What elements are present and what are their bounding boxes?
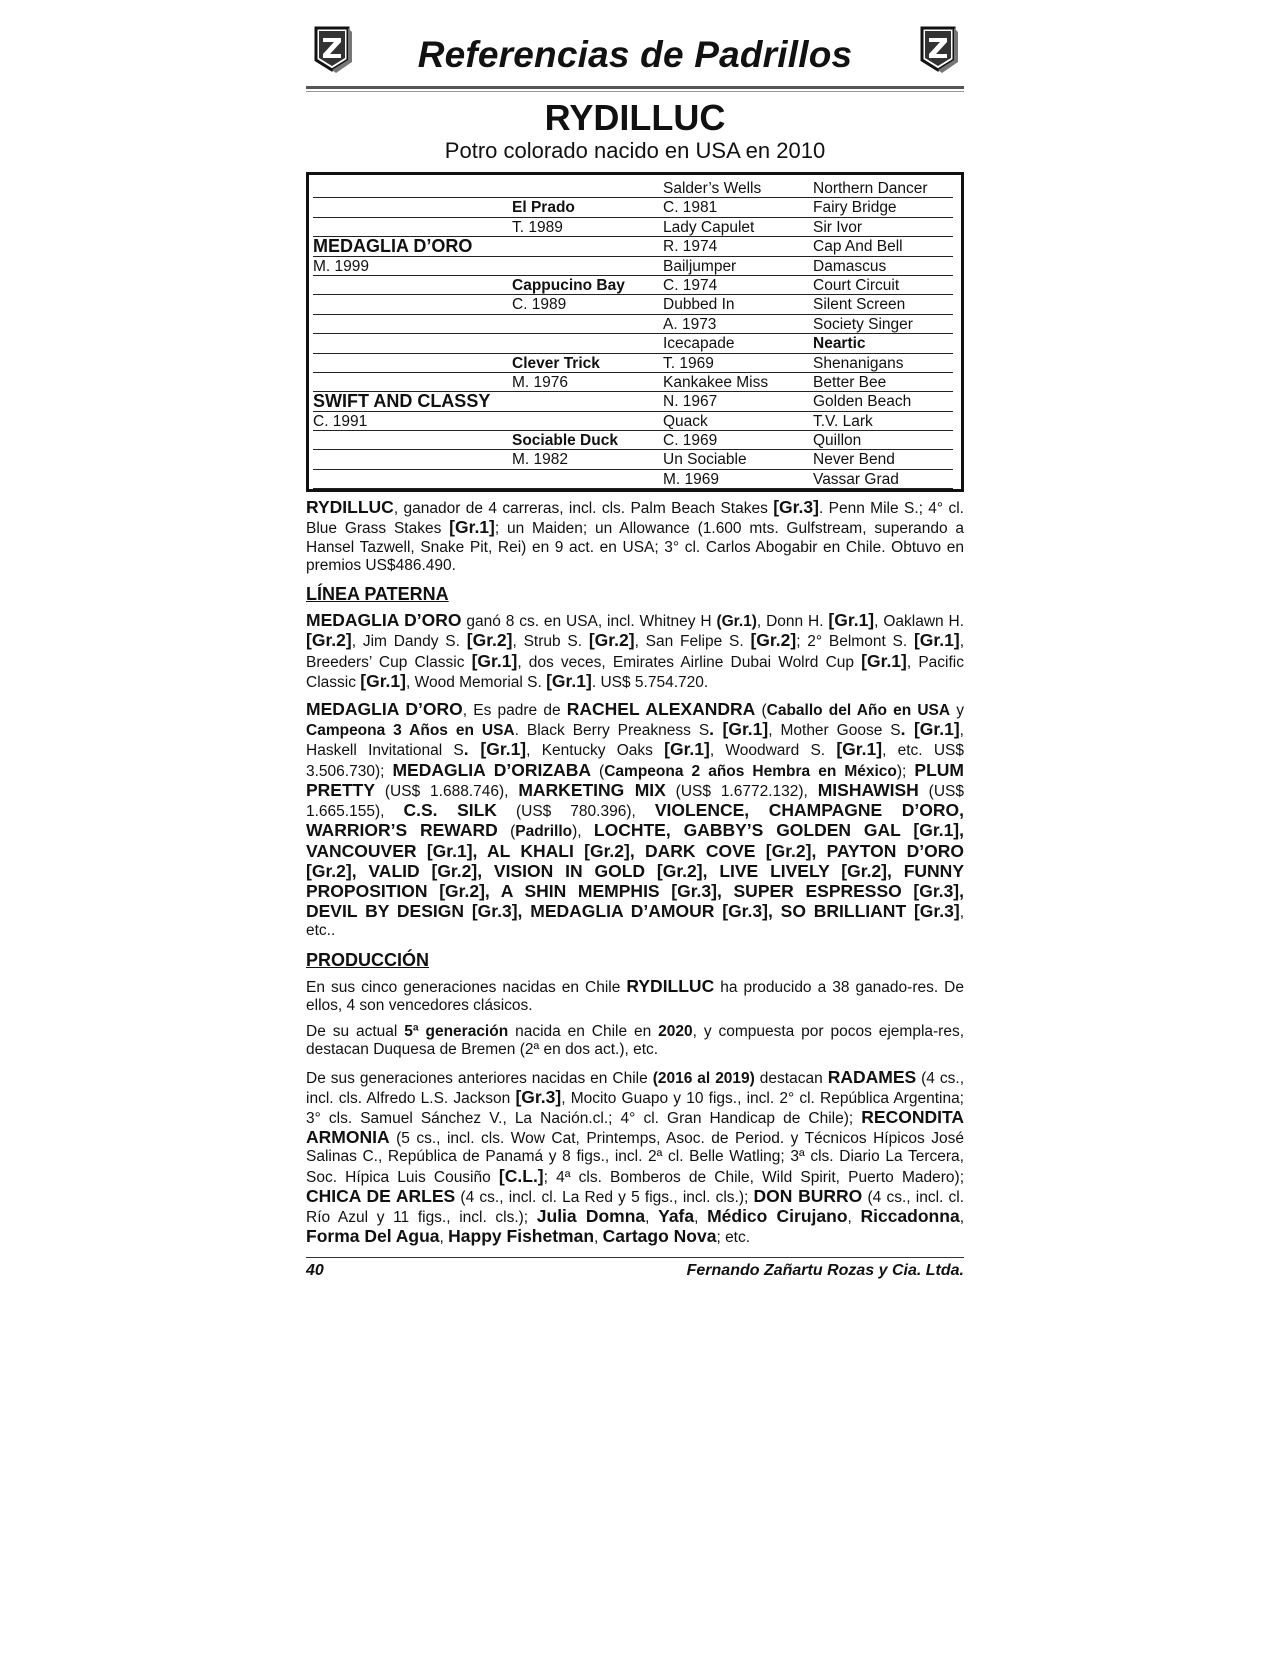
award: Padrillo — [515, 823, 573, 841]
text: ( — [755, 702, 767, 720]
pedigree-cell: Society Singer — [813, 315, 953, 334]
pedigree-row — [313, 315, 959, 334]
grade-label: [Gr.2] — [306, 630, 352, 651]
sire-name: MEDAGLIA D’ORO — [306, 699, 463, 720]
text: (US$ 1.665.155), — [306, 782, 964, 821]
text: ( — [591, 762, 605, 780]
pedigree-cell — [313, 295, 512, 314]
pedigree-cell: Lady Capulet — [663, 218, 813, 237]
page-title: Referencias de Padrillos — [417, 34, 853, 75]
emphasis: 2020 — [658, 1023, 693, 1041]
pedigree-row — [313, 354, 959, 373]
grade-label: [Gr.1] — [836, 739, 883, 760]
text: , ganador de 4 carreras, incl. cls. Palm Beach Stakes — [393, 500, 774, 518]
grade-label: [Gr.1] — [360, 670, 406, 691]
text: ; 2° Belmont S. — [796, 633, 914, 651]
offspring-names: LOCHTE, GABBY’S GOLDEN GAL [Gr.1], VANCOUVER [Gr.1], AL KHALI [Gr.2], DARK COVE [Gr.2], PAYTON D’ORO [Gr.2], VALID [Gr.2], VISION IN GOLD [Gr.2], LIVE LIVELY [Gr.2], FUNNY PROPOSITION [Gr.2], A SHIN MEMPHIS [Gr.3], SUPER ESPRESSO [Gr.3], DEVIL BY DESIGN [Gr.3], MEDAGLIA D’AMOUR [Gr.3], SO BRILLIANT [Gr.3] — [306, 820, 964, 922]
pedigree-cell: MEDAGLIA D’ORO — [313, 237, 512, 256]
text: , Jim Dandy S. — [351, 633, 467, 651]
pedigree-cell: Golden Beach — [813, 392, 953, 411]
pedigree-cell: Better Bee — [813, 373, 953, 392]
text: ; 4ª cls. Bomberos de Chile, Wild Spirit, Puerto Madero); — [543, 1168, 964, 1186]
production-paragraph — [306, 1023, 964, 1059]
pedigree-cell — [313, 198, 512, 217]
pedigree-row — [313, 218, 959, 237]
footer-divider — [306, 1257, 964, 1258]
pedigree-cell: Court Circuit — [813, 276, 953, 295]
grade-label: [Gr.1] — [664, 739, 710, 760]
text: ), — [572, 823, 594, 841]
pedigree-cell: C. 1981 — [663, 198, 813, 217]
pedigree-cell — [313, 450, 512, 469]
text: , Donn H. — [756, 613, 829, 631]
text: ; etc. — [716, 1229, 751, 1247]
text: , Woodward S. — [709, 742, 837, 760]
offspring-name: MEDAGLIA D’ORIZABA — [392, 759, 591, 780]
pedigree-cell: M. 1969 — [663, 470, 813, 489]
grade-label: [Gr.1] — [828, 610, 875, 631]
section-heading-linea-paterna: LÍNEA PATERNA — [306, 584, 449, 605]
grade-label: [Gr.1] — [449, 517, 495, 538]
text: y — [950, 702, 964, 720]
text: , Haskell Invitational S — [306, 722, 964, 760]
text: , — [847, 1208, 861, 1226]
award: Campeona 2 años Hembra en México — [604, 762, 897, 780]
page-number: 40 — [306, 1262, 324, 1280]
pedigree-cell: N. 1967 — [663, 392, 813, 411]
pedigree-cell: C. 1969 — [663, 431, 813, 450]
text: , Pacific Classic — [306, 653, 964, 691]
page-footer — [306, 1262, 964, 1280]
grade-label: [Gr.1] — [546, 670, 592, 691]
section-heading-produccion: PRODUCCIÓN — [306, 949, 430, 970]
pedigree-row — [313, 237, 959, 256]
grade-label: [Gr.1] — [471, 650, 518, 671]
grade-label: . [Gr.1] — [900, 719, 960, 740]
pedigree-cell: Never Bend — [813, 450, 953, 469]
text: , etc.. — [306, 904, 964, 940]
offspring-paragraph — [306, 700, 964, 940]
grade-label: [Gr.1] — [861, 650, 907, 671]
grade-label: . [Gr.1] — [463, 739, 527, 760]
pedigree-cell: Bailjumper — [663, 257, 813, 276]
horse-name: RYDILLUC — [544, 97, 726, 138]
text: (4 cs., incl. cl. La Red y 5 figs., incl. cls.); — [455, 1188, 754, 1206]
grade-label: [Gr.3] — [515, 1086, 562, 1107]
pedigree-cell: M. 1999 — [313, 257, 512, 276]
pedigree-row — [313, 450, 959, 469]
text: , Es padre de — [462, 702, 567, 720]
header-divider — [306, 91, 964, 92]
pedigree-cell — [512, 334, 663, 353]
offspring-name: Médico Cirujano — [707, 1205, 848, 1226]
logo-icon — [916, 24, 960, 74]
offspring-name: MARKETING MIX — [518, 779, 666, 800]
document-page — [306, 18, 964, 1280]
grade-label: [Gr.1] — [913, 630, 960, 651]
offspring-name: RECONDITA ARMONIA — [306, 1106, 964, 1148]
pedigree-cell: Salder’s Wells — [663, 179, 813, 198]
pedigree-row — [313, 179, 959, 198]
horse-subtitle: Potro colorado nacido en USA en 2010 — [444, 138, 826, 163]
text: ; un Maiden; un Allowance (1.600 mts. Gulfstream, superando a Hansel Tazwell, Snake Pit, Rei) en 9 act. en USA; 3° cl. Carlos Abogabir en Chile. Obtuvo en premios US$486.490. — [306, 520, 965, 574]
production-paragraph — [306, 1068, 964, 1248]
text: En sus cinco generaciones nacidas en Chile — [306, 978, 627, 996]
text: ganó 8 cs. en USA, incl. Whitney H — [461, 613, 717, 631]
pedigree-cell: Clever Trick — [512, 354, 663, 373]
sire-name: MEDAGLIA D’ORO — [306, 610, 462, 631]
pedigree-cell: C. 1974 — [663, 276, 813, 295]
horse-name-inline: RYDILLUC — [306, 497, 394, 518]
pedigree-cell: T. 1969 — [663, 354, 813, 373]
pedigree-row — [313, 257, 959, 276]
company-name: Fernando Zañartu Rozas y Cia. Ltda. — [686, 1262, 964, 1280]
body-text — [306, 498, 964, 1247]
pedigree-cell: Damascus — [813, 257, 953, 276]
offspring-name: PLUM PRETTY — [306, 759, 964, 800]
text: (US$ 1.6772.132), — [665, 782, 818, 800]
offspring-name: Julia Domna — [536, 1205, 646, 1226]
intro-paragraph — [306, 498, 964, 575]
pedigree-cell — [512, 412, 663, 431]
pedigree-cell — [313, 179, 512, 198]
grade-label: . [Gr.1] — [709, 719, 769, 740]
offspring-name: RACHEL ALEXANDRA — [566, 699, 756, 720]
award: Campeona 3 Años en USA — [306, 722, 515, 740]
pedigree-cell — [512, 315, 663, 334]
pedigree-row — [313, 392, 959, 411]
emphasis: (2016 al 2019) — [652, 1069, 755, 1087]
pedigree-cell: Un Sociable — [663, 450, 813, 469]
pedigree-cell: Sir Ivor — [813, 218, 953, 237]
grade-label: [Gr.3] — [773, 497, 819, 518]
offspring-name: Forma Del Agua — [306, 1226, 440, 1247]
offspring-name: DON BURRO — [753, 1185, 863, 1206]
offspring-name: Riccadonna — [860, 1205, 960, 1226]
pedigree-cell — [512, 257, 663, 276]
pedigree-row — [313, 470, 959, 489]
offspring-name: MISHAWISH — [817, 779, 919, 800]
pedigree-cell — [313, 373, 512, 392]
text: , — [694, 1208, 708, 1226]
text: (US$ 780.396), — [496, 803, 655, 821]
offspring-name: RADAMES — [827, 1066, 917, 1087]
text: ( — [497, 823, 516, 841]
offspring-name: CHICA DE ARLES — [306, 1185, 456, 1206]
header-divider — [306, 86, 964, 89]
text: , San Felipe S. — [634, 633, 751, 651]
pedigree-cell: Icecapade — [663, 334, 813, 353]
pedigree-table — [306, 172, 964, 492]
sire-paragraph — [306, 611, 964, 692]
text: ); — [896, 762, 915, 780]
text: nacida en Chile en — [508, 1023, 659, 1041]
text: , Wood Memorial S. — [405, 673, 547, 691]
pedigree-cell: Shenanigans — [813, 354, 953, 373]
text: , — [439, 1229, 449, 1247]
pedigree-cell: Northern Dancer — [813, 179, 953, 198]
pedigree-cell: El Prado — [512, 198, 663, 217]
pedigree-cell: M. 1982 — [512, 450, 663, 469]
pedigree-cell: Neartic — [813, 334, 953, 353]
text: , etc. US$ 3.506.730); — [306, 742, 964, 780]
grade-label: [Gr.2] — [750, 630, 797, 651]
award: Caballo del Año en USA — [766, 702, 951, 720]
pedigree-row — [313, 295, 959, 314]
pedigree-cell — [313, 218, 512, 237]
pedigree-cell — [313, 315, 512, 334]
pedigree-cell — [313, 431, 512, 450]
text: (4 cs., incl. cl. Río Azul y 11 figs., incl. cls.); — [306, 1188, 965, 1226]
pedigree-cell: Sociable Duck — [512, 431, 663, 450]
text: , — [594, 1229, 603, 1247]
pedigree-cell: Cappucino Bay — [512, 276, 663, 295]
offspring-name: Cartago Nova — [602, 1226, 717, 1247]
text: (5 cs., incl. cls. Wow Cat, Printemps, Asoc. de Period. y Técnicos Hípicos José Salinas C., República de Panamá y 8 figs., incl. 2ª cl. Belle Watling; 3ª cls. Diario La Tercera, Soc. Hípica Luis Cousiño — [306, 1130, 964, 1186]
grade-label: [Gr.2] — [466, 630, 513, 651]
pedigree-row — [313, 431, 959, 450]
offspring-name: C.S. SILK — [403, 800, 497, 821]
pedigree-cell: Quack — [663, 412, 813, 431]
pedigree-cell: Dubbed In — [663, 295, 813, 314]
text: . Penn Mile S.; 4° cl. Blue Grass Stakes — [306, 500, 964, 538]
text: (US$ 1.688.746), — [375, 782, 519, 800]
pedigree-cell: A. 1973 — [663, 315, 813, 334]
pedigree-cell — [512, 470, 663, 489]
grade-label: [C.L.] — [498, 1165, 544, 1186]
pedigree-row — [313, 412, 959, 431]
text: De su actual — [306, 1023, 405, 1041]
text: (4 cs., incl. cls. Alfredo L.S. Jackson — [306, 1069, 964, 1107]
pedigree-cell: T.V. Lark — [813, 412, 953, 431]
pedigree-cell — [512, 179, 663, 198]
text: ha producido a 38 ganado-res. De ellos, 4 son vencedores clásicos. — [306, 978, 964, 1014]
pedigree-cell: C. 1989 — [512, 295, 663, 314]
pedigree-cell — [512, 237, 663, 256]
grade-label: [Gr.2] — [588, 630, 635, 651]
pedigree-cell: Quillon — [813, 431, 953, 450]
emphasis: 5ª generación — [404, 1023, 509, 1041]
pedigree-cell — [512, 392, 663, 411]
pedigree-cell — [313, 276, 512, 295]
pedigree-cell: Fairy Bridge — [813, 198, 953, 217]
text: , Mother Goose S — [768, 722, 901, 740]
text: destacan — [754, 1069, 828, 1087]
pedigree-cell: M. 1976 — [512, 373, 663, 392]
pedigree-cell: T. 1989 — [512, 218, 663, 237]
production-paragraph — [306, 977, 964, 1015]
text: , Kentucky Oaks — [526, 742, 665, 760]
pedigree-row — [313, 373, 959, 392]
text: , Mocito Guapo y 10 figs., incl. 2° cl. República Argentina; 3° cls. Samuel Sánchez V., La Nación.cl.; 4° cl. Gran Handicap de Chile); — [306, 1089, 964, 1127]
page-header — [306, 18, 964, 82]
pedigree-cell: Vassar Grad — [813, 470, 953, 489]
pedigree-row — [313, 334, 959, 353]
horse-name-inline: RYDILLUC — [626, 975, 715, 996]
text: , — [645, 1208, 659, 1226]
pedigree-cell: Silent Screen — [813, 295, 953, 314]
pedigree-cell: SWIFT AND CLASSY — [313, 392, 512, 411]
pedigree-cell: R. 1974 — [663, 237, 813, 256]
pedigree-row — [313, 198, 959, 217]
pedigree-cell: Cap And Bell — [813, 237, 953, 256]
text: , Oaklawn H. — [874, 613, 965, 631]
offspring-names: VIOLENCE, CHAMPAGNE D’ORO, WARRIOR’S REWARD — [306, 800, 964, 841]
text: , — [959, 1208, 964, 1226]
pedigree-row — [313, 276, 959, 295]
offspring-name: Yafa — [658, 1205, 695, 1226]
offspring-name: Happy Fishetman — [448, 1226, 595, 1247]
text: . Black Berry Preakness S — [514, 722, 710, 740]
text: , y compuesta por pocos ejempla-res, destacan Duquesa de Bremen (2ª en dos act.), etc. — [306, 1023, 965, 1059]
pedigree-cell: C. 1991 — [313, 412, 512, 431]
text: . US$ 5.754.720. — [591, 673, 709, 691]
text: De sus generaciones anteriores nacidas en Chile — [306, 1069, 653, 1087]
pedigree-cell — [313, 334, 512, 353]
text: , Breeders’ Cup Classic — [306, 633, 965, 671]
pedigree-cell — [313, 470, 512, 489]
pedigree-cell — [313, 354, 512, 373]
text: , Strub S. — [512, 633, 589, 651]
pedigree-cell: Kankakee Miss — [663, 373, 813, 392]
grade-label: (Gr.1) — [716, 613, 757, 631]
text: , dos veces, Emirates Airline Dubai Wolrd Cup — [517, 653, 862, 671]
